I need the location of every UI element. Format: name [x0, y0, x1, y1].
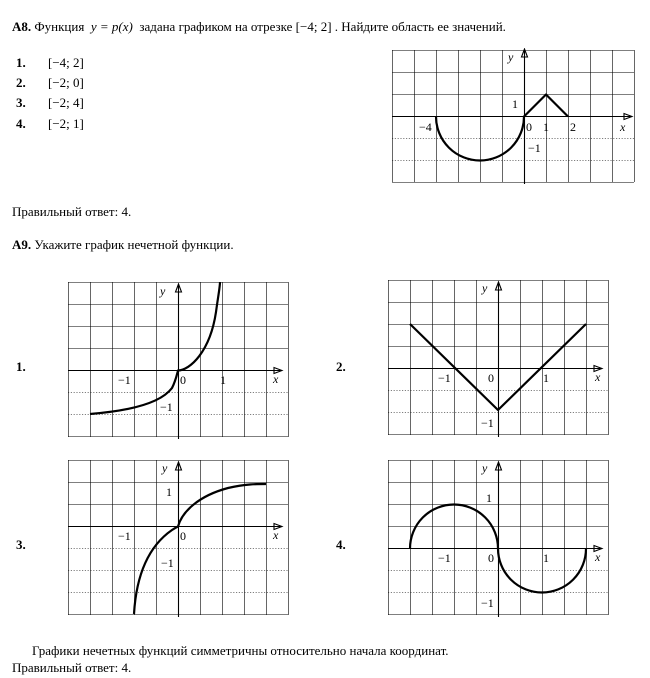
a8-grid-dashed [392, 139, 634, 161]
a8-answer: Правильный ответ: 4. [12, 204, 132, 219]
a9-graph-1-x-label: x [273, 372, 279, 386]
a9-graph-4-y-label: y [482, 461, 488, 475]
a8-option-2-num: 2. [16, 75, 26, 90]
a9-graph-3-y-one: 1 [166, 485, 172, 499]
a9-question [12, 237, 234, 253]
a8-option-3-text: [−2; 4] [48, 95, 84, 110]
a9-graph-1-y-label: y [160, 284, 166, 298]
a9-graph-1 [68, 282, 290, 439]
a9-graph-3-x-m1: −1 [118, 529, 131, 543]
a9-graph-3-curve [134, 484, 266, 614]
a9-graph-3 [68, 460, 290, 617]
a8-x-two: 2 [570, 120, 576, 134]
a9-graph-3-num: 3. [16, 537, 26, 552]
a8-origin: 0 [526, 120, 532, 134]
a9-graph-1-x-one: 1 [220, 373, 226, 387]
a8-question [12, 19, 506, 35]
a9-graph-2-y-m1: −1 [481, 416, 494, 430]
a9-graph-1-y-m1: −1 [160, 400, 173, 414]
a9-graph-4-y-m1: −1 [481, 596, 494, 610]
a9-label: A9. [12, 237, 32, 252]
a8-label: A8. [12, 19, 32, 34]
a8-option-3-num: 3. [16, 95, 26, 110]
a9-graph-1-x-m1: −1 [118, 373, 131, 387]
a8-y-minus-one: −1 [528, 141, 541, 155]
a8-x-one: 1 [543, 120, 549, 134]
a9-graph-3-y-label: y [162, 461, 168, 475]
a9-graph-2-x-label: x [595, 370, 601, 384]
a9-graph-4-x-m1: −1 [438, 551, 451, 565]
a8-y-label: y [508, 50, 514, 64]
a9-graph-2-num: 2. [336, 359, 346, 374]
a8-option-4-text: [−2; 1] [48, 116, 84, 131]
a9-graph-4-num: 4. [336, 537, 346, 552]
a9-graph-2-x-one: 1 [543, 371, 549, 385]
a9-graph-1-num: 1. [16, 359, 26, 374]
a9-graph-2-x-m1: −1 [438, 371, 451, 385]
a9-graph-2-y-label: y [482, 281, 488, 295]
a9-graph-4-x-label: x [595, 550, 601, 564]
a8-x-label: x [620, 120, 626, 134]
a9-graph-3-origin: 0 [180, 529, 186, 543]
a8-y-one: 1 [512, 97, 518, 111]
a8-segment: [−4; 2] [295, 19, 332, 34]
a9-note: Графики нечетных функций симметричны относительно начала координат. [32, 643, 449, 658]
a8-text-2: задана графиком на отрезке [139, 19, 293, 34]
a9-graph-4-x-one: 1 [543, 551, 549, 565]
a9-graph-3-x-label: x [273, 528, 279, 542]
a8-text-3: . Найдите область ее значений. [334, 19, 506, 34]
a8-x-minus-four: −4 [419, 120, 432, 134]
a8-option-4-num: 4. [16, 116, 26, 131]
a8-text-1: Функция [34, 19, 85, 34]
a8-option-2-text: [−2; 0] [48, 75, 84, 90]
a9-graph-3-y-m1: −1 [161, 556, 174, 570]
a8-option-1-num: 1. [16, 55, 26, 70]
a9-answer: Правильный ответ: 4. [12, 660, 132, 675]
a8-option-1-text: [−4; 2] [48, 55, 84, 70]
a9-graph-2-origin: 0 [488, 371, 494, 385]
a8-axes [392, 49, 632, 184]
a9-graph-4-origin: 0 [488, 551, 494, 565]
a9-graph-4 [388, 460, 610, 617]
a9-text: Укажите график нечетной функции. [34, 237, 234, 252]
a9-graph-2 [388, 280, 610, 437]
a8-formula: y = p(x) [90, 19, 133, 34]
a9-graph-1-origin: 0 [180, 373, 186, 387]
a9-graph-4-y-one: 1 [486, 491, 492, 505]
a8-graph [392, 48, 638, 184]
